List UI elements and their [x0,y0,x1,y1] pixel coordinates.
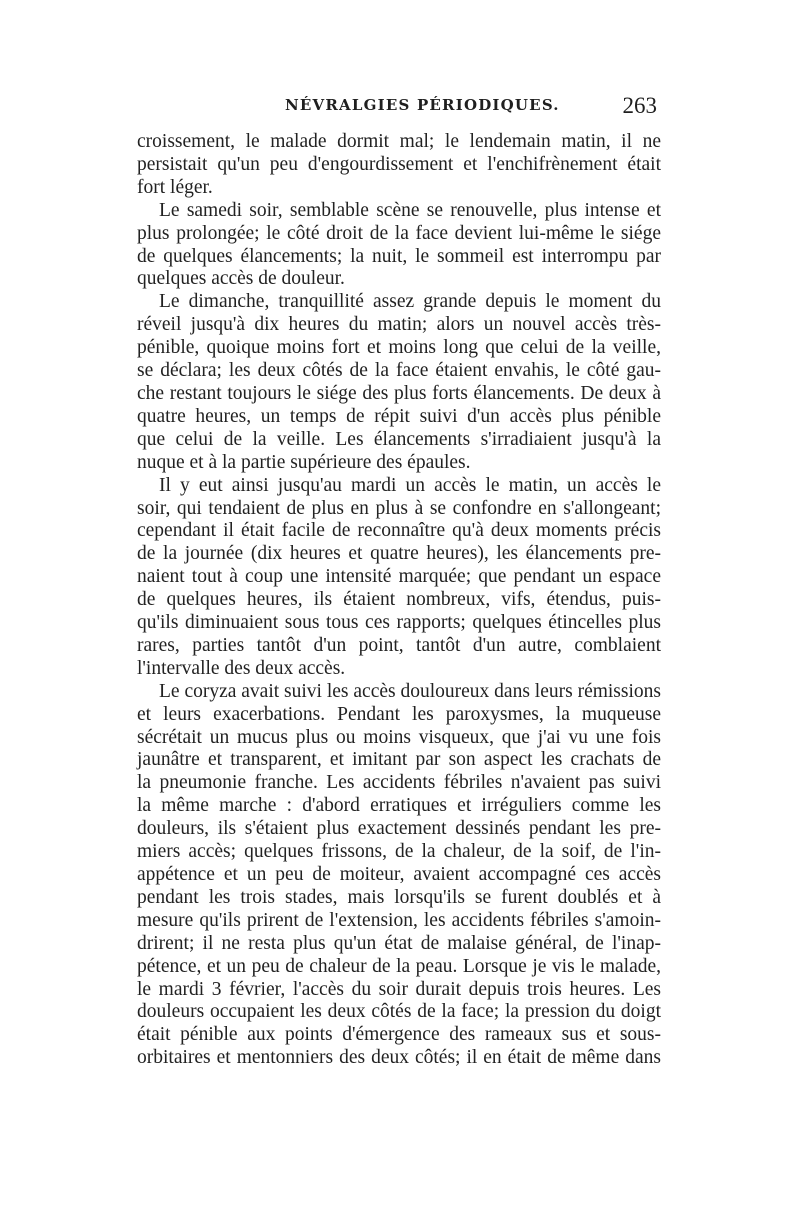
running-title: NÉVRALGIES PÉRIODIQUES. [285,96,560,114]
text-line: naient tout à coup une intensité marquée; que pendant un espace [137,566,661,588]
paragraph [137,131,661,200]
text-line: pétence, et un peu de chaleur de la peau. Lorsque je vis le malade, [137,955,661,977]
text-line: soir, qui tendaient de plus en plus à se confondre en s'allongeant; [137,497,661,519]
text-line: se déclara; les deux côtés de la face étaient envahis, le côté gau- [137,360,661,382]
text-line: douleurs occupaient les deux côtés de la face; la pression du doigt [137,1001,661,1023]
page-header [137,94,657,124]
body-text [137,131,661,1070]
text-line: qu'ils diminuaient sous tous ces rapports; quelques étincelles plus [137,612,661,634]
text-line: drirent; il ne resta plus qu'un état de malaise général, de l'inap- [137,932,661,954]
text-line: la même marche : d'abord erratiques et irréguliers comme les [137,795,661,817]
text-line: nuque et à la partie supérieure des épaules. [137,451,471,473]
text-line: Le dimanche, tranquillité assez grande depuis le moment du [159,291,661,313]
text-line: Le samedi soir, semblable scène se renouvelle, plus intense et [159,199,661,221]
text-line: douleurs, ils s'étaient plus exactement dessinés pendant les pre- [137,818,661,840]
text-line: sécrétait un mucus plus ou moins visqueux, que j'ai vu une fois [137,726,661,748]
text-line: orbitaires et mentonniers des deux côtés; il en était de même dans [137,1047,661,1069]
text-line: réveil jusqu'à dix heures du matin; alors un nouvel accès très- [137,314,661,336]
page-number: 263 [622,93,657,118]
text-line: de quelques élancements; la nuit, le sommeil est interrompu par [137,245,661,267]
text-line: quelques accès de douleur. [137,268,345,290]
text-line: que celui de la veille. Les élancements s'irradiaient jusqu'à la [137,428,661,450]
text-line: persistait qu'un peu d'engourdissement et l'enchifrènement était [137,153,661,175]
text-line: était pénible aux points d'émergence des rameaux sus et sous- [137,1024,661,1046]
text-line: Le coryza avait suivi les accès douloureux dans leurs rémissions [159,680,661,702]
paragraph [137,200,661,292]
text-line: plus prolongée; le côté droit de la face devient lui-même le siége [137,222,661,244]
text-line: cependant il était facile de reconnaître qu'à deux moments précis [137,520,661,542]
text-line: appétence et un peu de moiteur, avaient accompagné ces accès [137,864,661,885]
text-line: croissement, le malade dormit mal; le lendemain matin, il ne [137,131,661,152]
text-line: la pneumonie franche. Les accidents fébriles n'avaient pas suivi [137,772,661,794]
text-line: le mardi 3 février, l'accès du soir durait depuis trois heures. Les [137,978,661,1000]
paragraph [137,291,661,474]
text-line: et leurs exacerbations. Pendant les paroxysmes, la muqueuse [137,703,661,725]
text-line: pendant les trois stades, mais lorsqu'ils se furent doublés et à [137,886,661,908]
text-line: fort léger. [137,176,213,198]
text-line: pénible, quoique moins fort et moins long que celui de la veille, [137,337,661,359]
text-line: de la journée (dix heures et quatre heures), les élancements pre- [137,543,661,565]
paragraph [137,681,661,1070]
text-line: miers accès; quelques frissons, de la chaleur, de la soif, de l'in- [137,841,661,863]
text-line: jaunâtre et transparent, et imitant par son aspect les crachats de [137,749,661,771]
text-line: mesure qu'ils prirent de l'extension, les accidents fébriles s'amoin- [137,909,661,931]
text-line: quatre heures, un temps de répit suivi d'un accès plus pénible [137,405,661,427]
paragraph [137,475,661,681]
text-line: rares, parties tantôt d'un point, tantôt d'un autre, comblaient [137,634,661,656]
text-line: l'intervalle des deux accès. [137,657,346,679]
text-line: Il y eut ainsi jusqu'au mardi un accès le matin, un accès le [159,474,661,496]
text-line: de quelques heures, ils étaient nombreux, vifs, étendus, puis- [137,589,661,611]
text-line: che restant toujours le siége des plus forts élancements. De deux à [137,382,661,404]
